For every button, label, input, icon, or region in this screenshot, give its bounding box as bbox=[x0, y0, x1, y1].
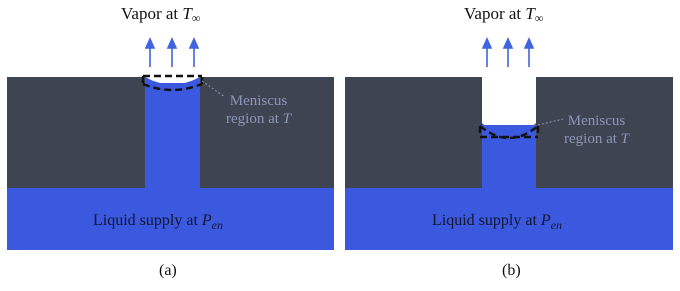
liquid-supply-label: Liquid supply at $P_{en}$ bbox=[432, 212, 562, 232]
pore-liquid bbox=[145, 83, 200, 188]
liquid-supply-label: Liquid supply at $P_{en}$ bbox=[93, 212, 223, 232]
vapor-label: Vapor at $T_\infty$ bbox=[121, 4, 201, 25]
left-wall bbox=[345, 77, 482, 188]
panel-label: (a) bbox=[159, 262, 177, 279]
meniscus-region-label: Meniscus region at T bbox=[564, 113, 629, 147]
vapor-arrows bbox=[146, 39, 198, 67]
left-wall bbox=[7, 77, 145, 188]
panel-b bbox=[340, 0, 680, 291]
panel-b-drawing bbox=[340, 0, 680, 291]
meniscus-region-label: Meniscus region at T bbox=[226, 93, 291, 127]
vapor-label: Vapor at $T_\infty$ bbox=[464, 4, 544, 25]
panel-label: (b) bbox=[502, 262, 521, 279]
vapor-arrows bbox=[483, 39, 533, 67]
